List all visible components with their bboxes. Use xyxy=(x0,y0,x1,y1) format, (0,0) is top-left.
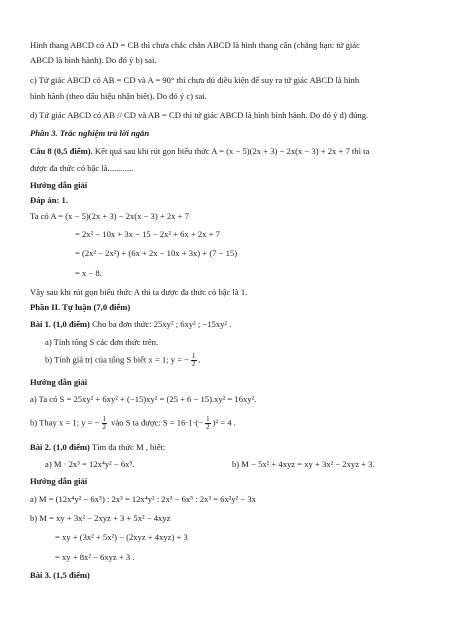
math-line: b) M = xy + 3x² − 2xyz + 3 + 5x² − 4xyz xyxy=(30,513,171,523)
math-line: = (2x² − 2x²) + (6x + 2x − 10x + 3x) + (7 − 15) xyxy=(75,248,238,258)
math-line: b) Thay x = 1; y = − $\frac{1}{2}$ vào S ta được: S = 16·1·(− $\frac{1}{2}$ )² = 4 . xyxy=(30,415,236,431)
fraction: $\frac{1}{2}$ xyxy=(192,352,196,368)
math-line: b) Tính giá trị của tổng S biết x = 1; y = − $\frac{1}{2}$ . xyxy=(45,352,201,368)
math-line: = xy + (3x² + 5x²) − (2xyz + 4xyz) + 3 xyxy=(55,532,188,542)
math-line: a) M = (12x⁴y² − 6x⁵) : 2x³ = 12x⁴y² : 2x³ − 6x⁵ : 2x³ = 6x²y² − 3x xyxy=(30,494,256,504)
exercise-line xyxy=(30,442,165,452)
answer-label: Đáp án: 1. xyxy=(30,195,68,205)
exercise-text: Tìm đa thức M , biết: xyxy=(89,442,166,452)
question-text: Kết quả sau khi rút gọn biểu thức A = (x − 5)(2x + 3) − 2x(x − 3) + 2x + 7 thì ta xyxy=(92,146,370,156)
math-line: a) Ta có S = 25xy² + 6xy² + (−15)xy² = (25 + 6 − 15).xy² = 16xy². xyxy=(30,394,257,404)
text-line: bình hành (theo dấu hiệu nhận biết). Do đó ý c) sai. xyxy=(30,91,207,101)
solution-heading: Hướng dẫn giải xyxy=(30,476,88,486)
question-line xyxy=(30,146,369,156)
fraction: $\frac{1}{2}$ xyxy=(206,415,210,431)
exercise-line xyxy=(30,319,231,329)
math-line: a) M · 2x³ = 12x⁴y² − 6x⁵. xyxy=(45,459,135,469)
text-line: a) Tính tổng S các đơn thức trên. xyxy=(45,337,159,347)
math-line: = x − 8. xyxy=(75,268,102,278)
exercise-label: Bài 1. (1,0 điểm) xyxy=(30,319,90,329)
solution-heading: Hướng dẫn giải xyxy=(30,377,88,387)
text-line: Hình thang ABCD có AD = CB thì chưa chắc chắn ABCD là hình thang cân (chẳng hạn: tứ giác xyxy=(30,40,360,50)
text-line: Vậy sau khi rút gọn biểu thức A thì ta được đa thức có bậc là 1. xyxy=(30,287,248,297)
math-line: = 2x² − 10x + 3x − 15 − 2x² + 6x + 2x + 7 xyxy=(75,229,220,239)
text-line: được đa thức có bậc là............ xyxy=(30,163,134,173)
exercise-label: Bài 2. (1,0 điểm) xyxy=(30,442,90,452)
math-line: = xy + 8x² − 6xyz + 3 . xyxy=(55,552,135,562)
exercise-label: Bài 3. (1,5 điểm) xyxy=(30,570,90,580)
question-label: Câu 8 (0,5 điểm). xyxy=(30,146,93,156)
section-heading: Phần 3. Trắc nghiệm trả lời ngắn xyxy=(30,128,150,138)
math-line: Ta có A = (x − 5)(2x + 3) − 2x(x − 3) + 2x + 7 xyxy=(30,211,189,221)
fraction: $\frac{1}{2}$ xyxy=(102,415,107,431)
part-heading: Phần II. Tự luận (7,0 điểm) xyxy=(30,302,131,312)
math-line: b) M − 5x² + 4xyz = xy + 3x² − 2xyz + 3. xyxy=(232,459,375,469)
text-line: c) Tứ giác ABCD có AB = CD và A = 90° thì chưa đủ điều kiện để suy ra tứ giác ABCD là hình xyxy=(30,75,360,85)
solution-heading: Hướng dẫn giải xyxy=(30,180,88,190)
text-line: d) Tứ giác ABCD có AB // CD và AB = CD thì tứ giác ABCD là hình bình hành. Do đó ý d) đúng. xyxy=(30,110,369,120)
text-line: ABCD là bình hành). Do đó ý b) sai. xyxy=(30,55,157,65)
exercise-text: Cho ba đơn thức: 25xy² ; 6xy² ; −15xy² . xyxy=(89,319,232,329)
